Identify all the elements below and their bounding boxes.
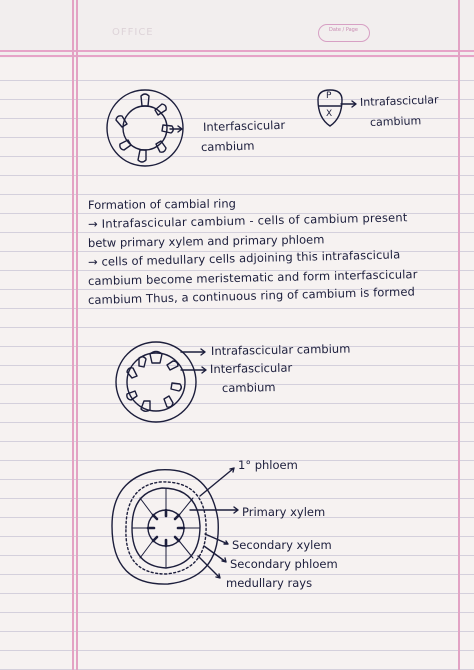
faded-stamp: OFFICE [112, 27, 154, 38]
interfascicular-label-middle-line2: cambium [221, 380, 276, 395]
bottom-stem-diagram [112, 468, 238, 584]
notes-line-2: betw primary xylem and primary phloem [87, 232, 325, 250]
date-page-box: Date / Page [318, 24, 370, 42]
secondary-phloem-label: Secondary phloem [230, 557, 338, 571]
interfascicular-label: Interfascicular [202, 117, 286, 134]
xylem-letter: X [326, 109, 333, 119]
intrafascicular-label: Intrafascicular [359, 93, 439, 109]
interfascicular-label-middle: Interfascicular [209, 360, 293, 376]
medullary-rays-label: medullary rays [226, 576, 313, 590]
middle-stem-diagram [116, 342, 206, 422]
notes-heading: Formation of cambial ring [87, 196, 236, 212]
secondary-xylem-label: Secondary xylem [232, 538, 332, 552]
primary-phloem-label: 1° phloem [238, 458, 298, 472]
notes-text-block [88, 196, 468, 310]
notes-line-5: cambium Thus, a continuous ring of cambium is formed [87, 284, 416, 307]
notes-line-1: → Intrafascicular cambium - cells of cambium present [87, 210, 408, 231]
interfascicular-label-line2: cambium [200, 138, 255, 154]
primary-xylem-label: Primary xylem [242, 505, 326, 519]
top-left-stem-diagram [107, 90, 183, 166]
notes-line-4: cambium become meristematic and form interfascicular [87, 267, 418, 288]
notes-line-3: → cells of medullary cells adjoining this intrafascicula [87, 247, 401, 269]
top-right-bundle-diagram [318, 90, 356, 126]
intrafascicular-cambium-label: Intrafascicular cambium [210, 341, 351, 358]
phloem-letter: P [326, 91, 332, 101]
intrafascicular-label-line2: cambium [369, 114, 422, 129]
